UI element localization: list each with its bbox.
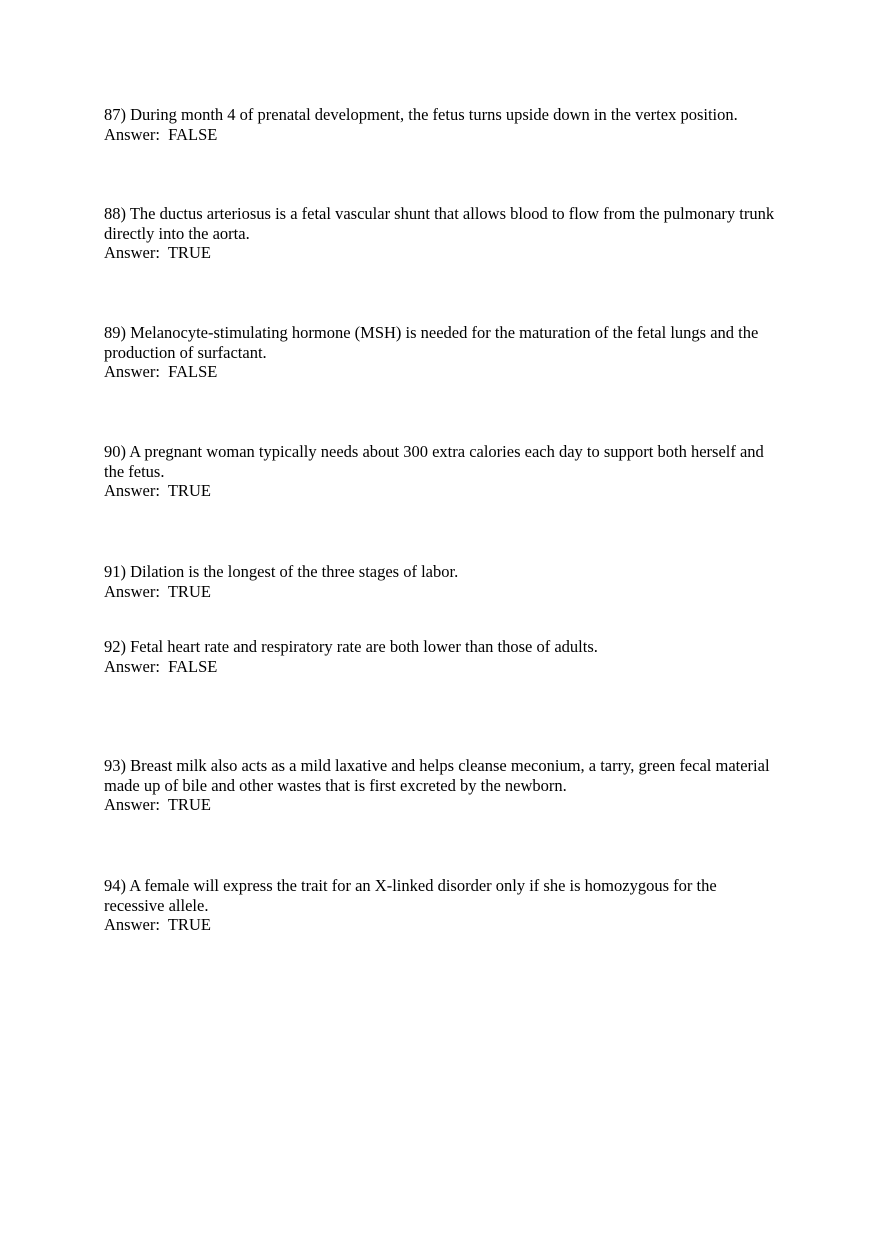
question-text: 93) Breast milk also acts as a mild laxative and helps cleanse meconium, a tarry, green fecal material made up of bile and other wastes that is first excreted by the newborn. [104,756,770,795]
question-text: 92) Fetal heart rate and respiratory rate are both lower than those of adults. [104,637,598,656]
question-answer: Answer: FALSE [104,124,218,144]
question-text: 87) During month 4 of prenatal development, the fetus turns upside down in the vertex position. [104,105,738,124]
question-88 [104,204,780,263]
question-answer: Answer: FALSE [104,362,218,381]
question-91 [104,562,780,601]
question-text: 91) Dilation is the longest of the three stages of labor. [104,562,459,581]
question-answer: Answer: TRUE [104,243,211,262]
question-text: 90) A pregnant woman typically needs about 300 extra calories each day to support both herself and the fetus. [104,442,764,481]
question-90 [104,442,780,501]
question-text: 89) Melanocyte-stimulating hormone (MSH) is needed for the maturation of the fetal lungs and the production of surfactant. [104,323,759,362]
question-answer: Answer: TRUE [104,795,211,814]
question-94 [104,876,780,935]
question-answer: Answer: FALSE [104,656,218,676]
question-93 [104,756,780,815]
question-92 [104,637,780,676]
question-answer: Answer: TRUE [104,481,211,500]
question-answer: Answer: TRUE [104,581,211,601]
question-text: 94) A female will express the trait for an X-linked disorder only if she is homozygous for the recessive allele. [104,876,717,915]
question-89 [104,323,780,382]
question-87 [104,105,780,144]
question-text: 88) The ductus arteriosus is a fetal vascular shunt that allows blood to flow from the pulmonary trunk directly into the aorta. [104,204,775,243]
question-answer: Answer: TRUE [104,915,211,934]
